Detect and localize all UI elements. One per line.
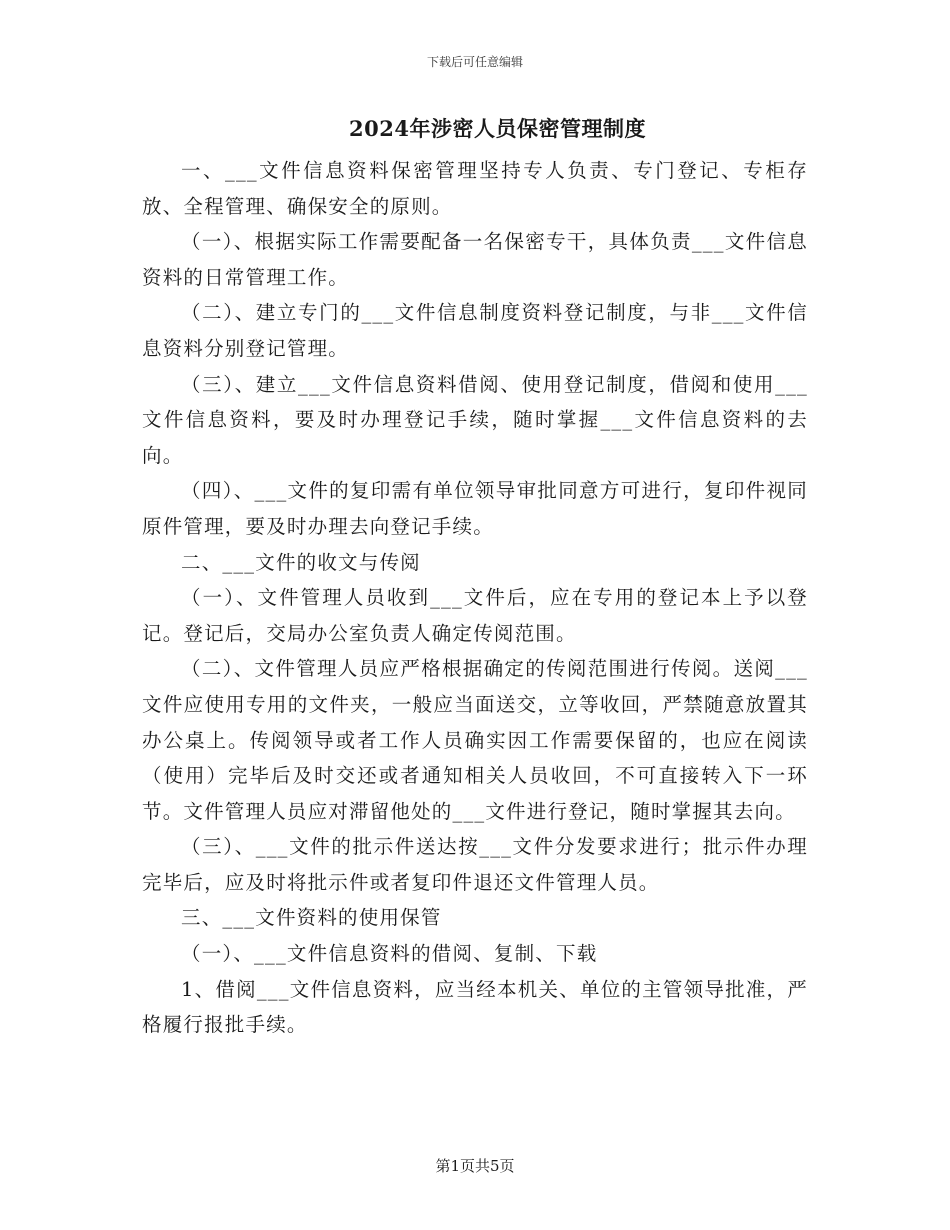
section-heading: 二、___文件的收文与传阅 — [181, 550, 421, 574]
document-title: 2024年涉密人员保密管理制度 — [349, 116, 646, 141]
paragraph: （二）、建立专门的___文件信息制度资料登记制度，与非___文件信息资料分别登记管理。 — [142, 301, 808, 360]
paragraph: 1、借阅___文件信息资料，应当经本机关、单位的主管领导批准，严格履行报批手续。 — [142, 977, 808, 1037]
page-number: 第1页共5页 — [435, 1157, 515, 1175]
paragraph: （一）、根据实际工作需要配备一名保密专干，具体负责___文件信息资料的日常管理工作。 — [142, 230, 808, 289]
section-heading: 三、___文件资料的使用保管 — [181, 906, 442, 930]
paragraph: （四）、___文件的复印需有单位领导审批同意方可进行，复印件视同原件管理，要及时办理去向登记手续。 — [142, 479, 808, 538]
paragraph: （一）、文件管理人员收到___文件后，应在专用的登记本上予以登记。登记后，交局办公室负责人确定传阅范围。 — [142, 586, 808, 645]
header-note: 下载后可任意编辑 — [426, 55, 523, 69]
sub-heading: （一）、___文件信息资料的借阅、复制、下载 — [181, 942, 598, 966]
paragraph: （三）、建立___文件信息资料借阅、使用登记制度，借阅和使用___文件信息资料，要及时办理登记手续，随时掌握___文件信息资料的去向。 — [142, 372, 808, 467]
document-body — [142, 153, 808, 1043]
paragraph: （二）、文件管理人员应严格根据确定的传阅范围进行传阅。送阅___文件应使用专用的文件夹，一般应当面送交，立等收回，严禁随意放置其办公桌上。传阅领导或者工作人员确实因工作需要保留的，也应在阅读（使用）完毕后及时交还或者通知相关人员收回，不可直接转入下一环节。文件管理人员应对滞留他处的___文件进行登记，随时掌握其去向。 — [142, 657, 808, 823]
paragraph: （三）、___文件的批示件送达按___文件分发要求进行；批示件办理完毕后，应及时将批示件或者复印件退还文件管理人员。 — [142, 835, 808, 894]
paragraph: 一、___文件信息资料保密管理坚持专人负责、专门登记、专柜存放、全程管理、确保安全的原则。 — [142, 159, 808, 218]
